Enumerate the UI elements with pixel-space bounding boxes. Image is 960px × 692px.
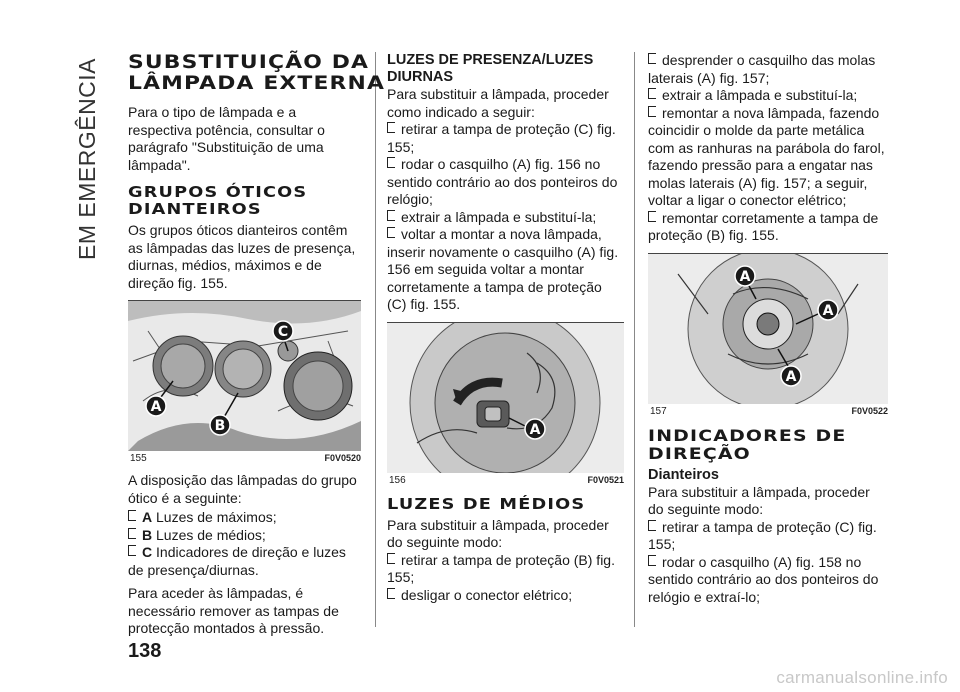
paragraph: Para aceder às lâmpadas, é necessário remover as tampas de protecção montados à pressão. bbox=[128, 585, 339, 636]
bullet-icon bbox=[128, 528, 136, 539]
step-item: remontar corretamente a tampa de proteção (B) fig. 155. bbox=[648, 209, 879, 243]
legend-item: C Indicadores de direção e luzes de presença/diurnas. bbox=[128, 544, 346, 578]
figure-155-illustration bbox=[128, 301, 361, 451]
subsection-title: GRUPOS ÓTICOS DIANTEIROS bbox=[128, 183, 308, 218]
section-title: SUBSTITUIÇÃO DA LÂMPADA EXTERNA bbox=[128, 51, 386, 94]
paragraph: A disposição das lâmpadas do grupo ótico é a seguinte: bbox=[128, 472, 357, 506]
figure-157-illustration bbox=[648, 254, 888, 404]
figure-156 bbox=[387, 322, 624, 486]
svg-text:A: A bbox=[529, 421, 541, 438]
figure-number: 156 bbox=[389, 474, 406, 486]
figure-157 bbox=[648, 253, 888, 417]
figure-code: F0V0522 bbox=[851, 405, 888, 416]
svg-text:C: C bbox=[277, 324, 289, 340]
column-3 bbox=[648, 52, 888, 606]
bullet-icon bbox=[387, 227, 395, 238]
callout-a bbox=[146, 396, 166, 416]
svg-text:B: B bbox=[214, 418, 226, 434]
section-title: LUZES DE PRESENZA/LUZES DIURNAS bbox=[387, 52, 594, 85]
figure-code: F0V0520 bbox=[324, 453, 361, 463]
subsection-title: INDICADORES DE DIREÇÃO bbox=[648, 425, 847, 463]
svg-text:A: A bbox=[739, 268, 751, 285]
figure-code: F0V0521 bbox=[587, 474, 624, 485]
callout-a bbox=[525, 419, 545, 439]
callout-c bbox=[273, 321, 293, 341]
paragraph: Para substituir a lâmpada, proceder como indicado a seguir: bbox=[387, 86, 609, 120]
bullet-icon bbox=[128, 545, 136, 556]
watermark: carmanualsonline.info bbox=[776, 668, 948, 687]
paragraph: Para o tipo de lâmpada e a respectiva potência, consultar o parágrafo "Substituição de uma lâmpada". bbox=[128, 104, 325, 173]
step-item: retirar a tampa de proteção (C) fig. 155; bbox=[387, 121, 616, 155]
svg-text:A: A bbox=[150, 399, 162, 415]
step-item: extrair a lâmpada e substituí-la; bbox=[387, 209, 624, 227]
step-item: retirar a tampa de proteção (B) fig. 155; bbox=[387, 551, 615, 585]
step-item: voltar a montar a nova lâmpada, inserir novamente o casquilho (A) fig. 156 em seguida voltar a montar corretamente a tampa de proteção (C) fig. 155. bbox=[387, 226, 619, 312]
bullet-icon bbox=[648, 88, 656, 99]
bullet-icon bbox=[648, 106, 656, 117]
bullet-icon bbox=[128, 510, 136, 521]
callout-a bbox=[818, 300, 838, 320]
column-2 bbox=[387, 52, 624, 604]
step-item: remontar a nova lâmpada, fazendo coincidir o molde da parte metálica com as ranhuras na parábola do farol, fazendo pressão para a engatar nas molas laterais (A) fig. 157; a seguir, voltar a ligar o conector elétrico; bbox=[648, 104, 885, 208]
legend-item: A Luzes de máximos; bbox=[128, 509, 361, 527]
subsubsection-title: Dianteiros bbox=[648, 466, 719, 483]
step-item: desligar o conector elétrico; bbox=[387, 587, 624, 605]
figure-156-illustration bbox=[387, 323, 624, 473]
paragraph: Para substituir a lâmpada, proceder do seguinte modo: bbox=[387, 516, 609, 550]
step-item: retirar a tampa de proteção (C) fig. 155; bbox=[648, 518, 877, 552]
svg-text:A: A bbox=[785, 368, 797, 385]
paragraph: Os grupos óticos dianteiros contêm as lâmpadas das luzes de presença, diurnas, médios, máximos e de direção fig. 155. bbox=[128, 222, 356, 291]
chapter-side-tab-label: EM EMERGÊNCIA bbox=[74, 57, 100, 260]
page-number: 138 bbox=[128, 640, 162, 662]
callout-a bbox=[781, 366, 801, 386]
bullet-icon bbox=[387, 210, 395, 221]
callout-a bbox=[735, 266, 755, 286]
bullet-icon bbox=[648, 520, 656, 531]
bullet-icon bbox=[387, 553, 395, 564]
column-divider bbox=[375, 52, 376, 627]
figure-155 bbox=[128, 300, 361, 464]
step-item: rodar o casquilho (A) fig. 156 no sentido contrário ao dos ponteiros do relógio; bbox=[387, 156, 618, 207]
step-item: rodar o casquilho (A) fig. 158 no sentido contrário ao dos ponteiros do relógio e extraí-lo; bbox=[648, 553, 879, 605]
svg-text:A: A bbox=[822, 302, 834, 319]
figure-number: 157 bbox=[650, 405, 667, 417]
step-item: desprender o casquilho das molas laterais (A) fig. 157; bbox=[648, 52, 876, 86]
bullet-icon bbox=[387, 157, 395, 168]
chapter-side-tab bbox=[62, 40, 112, 260]
subsection-title: LUZES DE MÉDIOS bbox=[387, 494, 586, 513]
bullet-icon bbox=[648, 211, 656, 222]
paragraph: Para substituir a lâmpada, proceder do seguinte modo: bbox=[648, 483, 870, 517]
bullet-icon bbox=[648, 53, 656, 64]
legend-item: B Luzes de médios; bbox=[128, 527, 361, 545]
bullet-icon bbox=[648, 555, 656, 566]
step-item: extrair a lâmpada e substituí-la; bbox=[648, 87, 888, 105]
bullet-icon bbox=[387, 588, 395, 599]
bullet-icon bbox=[387, 122, 395, 133]
column-divider bbox=[634, 52, 635, 627]
column-1 bbox=[128, 51, 386, 644]
callout-b bbox=[210, 415, 230, 435]
figure-number: 155 bbox=[130, 453, 147, 464]
